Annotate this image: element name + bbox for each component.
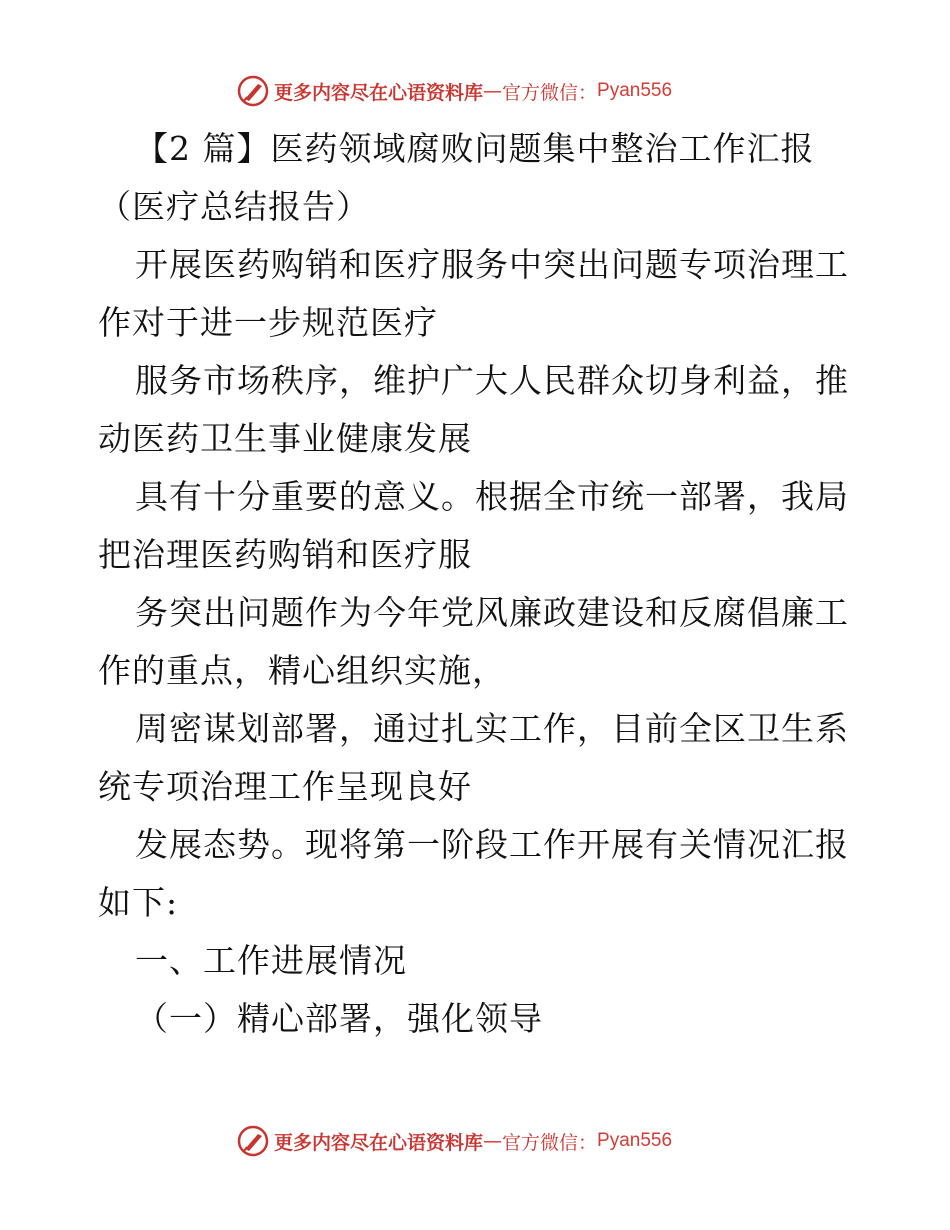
quill-pen-circle-icon [236,1124,270,1158]
watermark-brand: 更多内容尽在心语资料库 [274,1131,484,1154]
watermark-brand: 更多内容尽在心语资料库 [274,81,484,104]
paragraph-line: 把治理医药购销和医疗服 [98,535,472,574]
quill-pen-circle-icon [236,74,270,108]
document-subtitle: （医疗总结报告） [98,187,370,226]
subsection-heading: （一）精心部署，强化领导 [135,999,543,1038]
paragraph-line: 作的重点，精心组织实施， [98,651,506,690]
watermark-wechat-label: 官方微信： [502,81,598,104]
paragraph-line: 如下: [98,883,179,922]
watermark-wechat-id: Pyan556 [597,1130,673,1151]
paragraph-line: 具有十分重要的意义。根据全市统一部署，我局 [135,477,849,516]
document-title: 【2 篇】医药领域腐败问题集中整治工作汇报 [135,129,815,168]
footer-watermark [236,1124,672,1158]
paragraph-line: 统专项治理工作呈现良好 [98,767,472,806]
paragraph-line: 周密谋划部署，通过扎实工作，目前全区卫生系 [135,709,849,748]
document-body [98,120,858,1048]
watermark-wechat-id: Pyan556 [597,80,673,101]
watermark-dash: — [483,1130,503,1152]
watermark-dash: — [483,80,503,102]
paragraph-line: 服务市场秩序，维护广大人民群众切身利益，推 [135,361,849,400]
paragraph-line: 开展医药购销和医疗服务中突出问题专项治理工 [135,245,849,284]
watermark-wechat-label: 官方微信： [502,1131,598,1154]
header-watermark [236,74,672,108]
paragraph-line: 发展态势。现将第一阶段工作开展有关情况汇报 [135,825,849,864]
paragraph-line: 务突出问题作为今年党风廉政建设和反腐倡廉工 [135,593,849,632]
paragraph-line: 动医药卫生事业健康发展 [98,419,472,458]
paragraph-line: 作对于进一步规范医疗 [98,303,438,342]
section-heading: 一、工作进展情况 [135,941,407,980]
